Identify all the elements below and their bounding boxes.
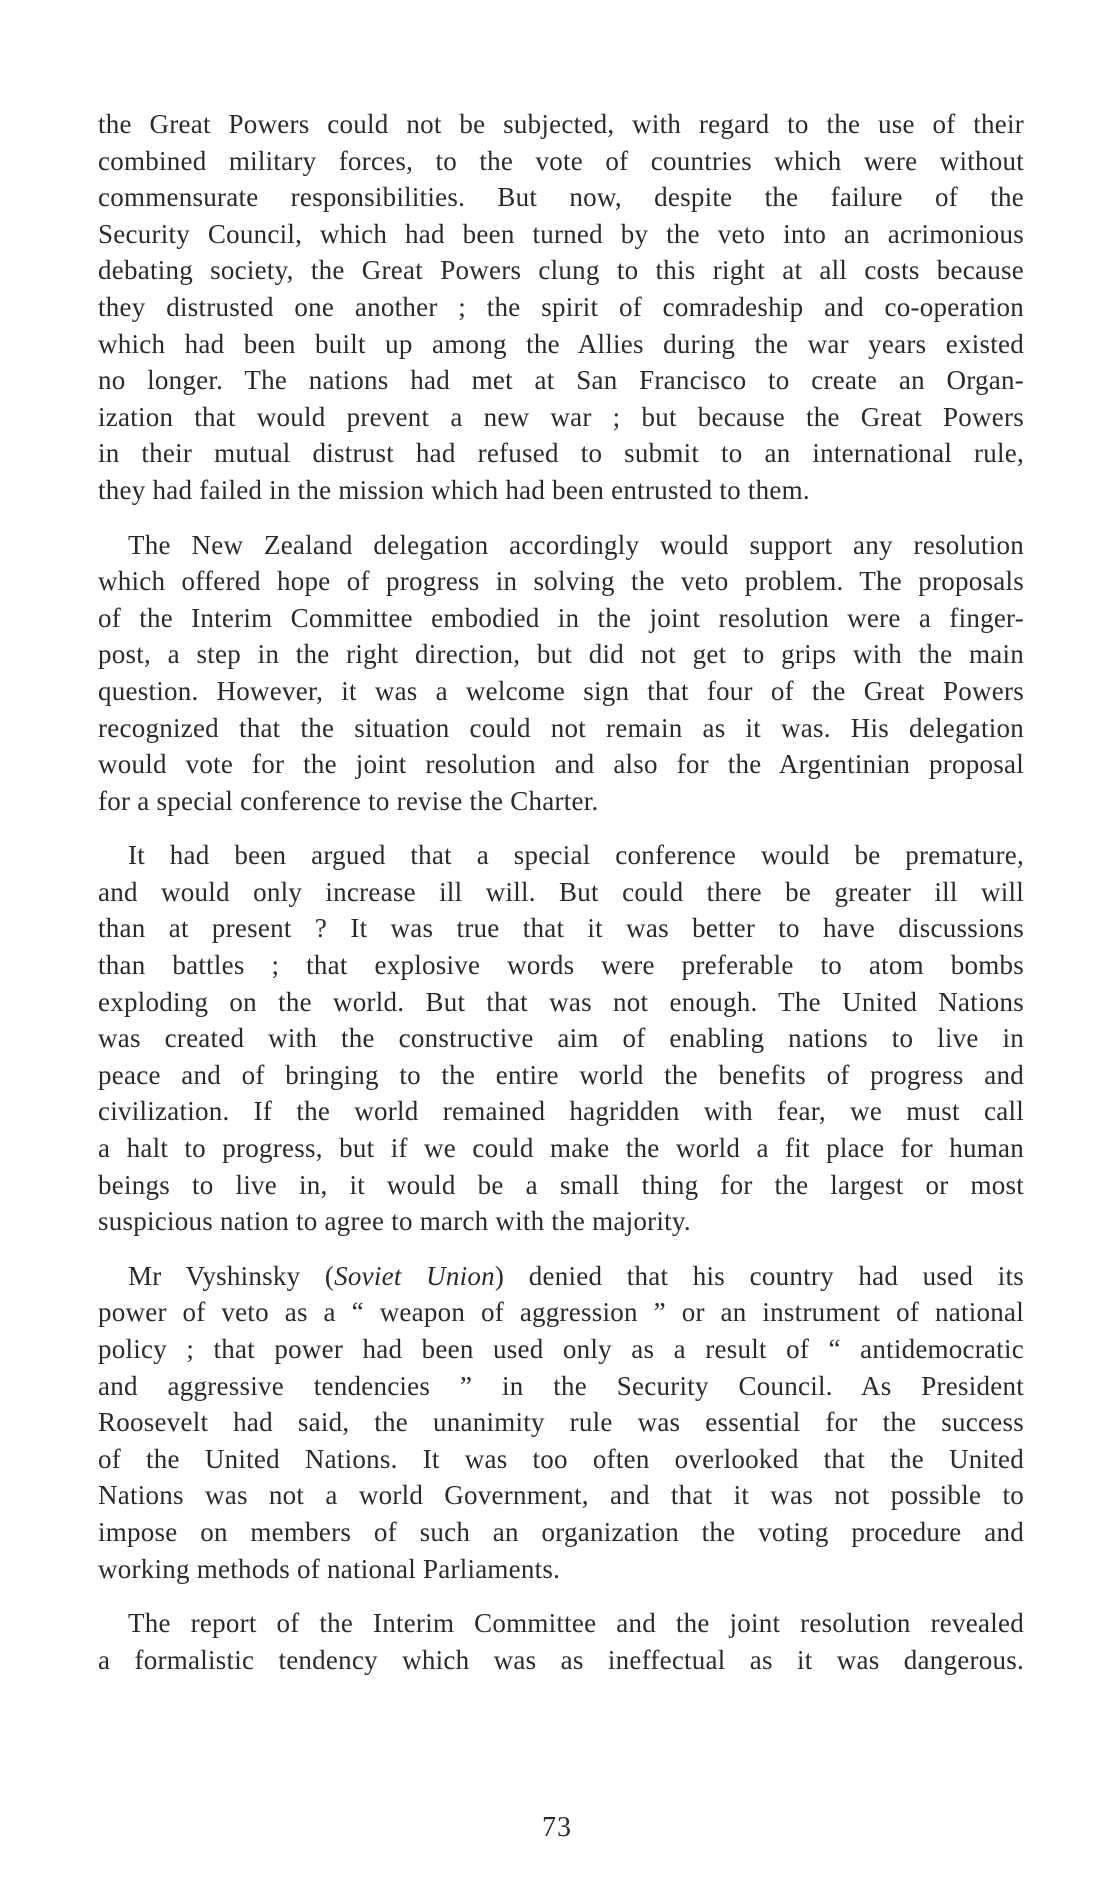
text-line: was created with the constructive aim of enabling nations to live in [98, 1023, 1024, 1054]
text-line: policy ; that power had been used only as a result of “ antidemocratic [98, 1334, 1024, 1364]
text-line: recognized that the situation could not remain as it was. His delegation [98, 712, 1024, 743]
text-line: ization that would prevent a new war ; but because the Great Powers [98, 401, 1024, 432]
text-fragment: ) denied that his country had used its [494, 1260, 1024, 1291]
paragraph-4 [98, 1258, 1024, 1587]
text-line: a formalistic tendency which was as ineffectual as it was dangerous. [98, 1644, 1024, 1675]
text-line: of the United Nations. It was too often overlooked that the United [98, 1443, 1024, 1474]
speaker-country: Soviet Union [334, 1260, 495, 1291]
text-line: The New Zealand delegation accordingly would support any resolution [128, 529, 1024, 560]
text-line: working methods of national Parliaments. [98, 1553, 561, 1584]
text-line: combined military forces, to the vote of countries which were without [98, 145, 1024, 176]
text-line: civilization. If the world remained hagridden with fear, we must call [98, 1096, 1024, 1127]
text-line: post, a step in the right direction, but did not get to grips with the main [98, 639, 1024, 670]
page-number: 73 [542, 1812, 572, 1843]
paragraph-1 [98, 106, 1024, 509]
text-line: Nations was not a world Government, and that it was not possible to [98, 1480, 1024, 1511]
text-line: of the Interim Committee embodied in the joint resolution were a finger- [98, 602, 1024, 633]
text-line: It had been argued that a special conference would be premature, [128, 840, 1024, 871]
page-body [98, 106, 1024, 1678]
text-line: which had been built up among the Allies during the war years existed [98, 328, 1024, 359]
speaker-name: Mr Vyshinsky ( [128, 1260, 335, 1291]
text-line: suspicious nation to agree to march with the majority. [98, 1206, 691, 1237]
text-line: and aggressive tendencies ” in the Security Council. As President [98, 1370, 1024, 1401]
text-line: The report of the Interim Committee and the joint resolution revealed [128, 1608, 1024, 1639]
text-line: than at present ? It was true that it was better to have discussions [98, 913, 1024, 944]
text-line: commensurate responsibilities. But now, despite the failure of the [98, 182, 1024, 213]
text-line: in their mutual distrust had refused to submit to an international rule, [98, 438, 1024, 469]
text-line: question. However, it was a welcome sign that four of the Great Powers [98, 675, 1024, 706]
text-line [98, 1258, 1024, 1295]
text-line: beings to live in, it would be a small thing for the largest or most [98, 1169, 1024, 1200]
text-line: debating society, the Great Powers clung to this right at all costs because [98, 255, 1024, 286]
paragraph-5 [98, 1605, 1024, 1678]
text-line: they had failed in the mission which had been entrusted to them. [98, 474, 810, 505]
text-line: than battles ; that explosive words were preferable to atom bombs [98, 950, 1024, 981]
text-line: and would only increase ill will. But could there be greater ill will [98, 876, 1024, 907]
text-line: power of veto as a “ weapon of aggression ” or an instrument of national [98, 1297, 1024, 1328]
text-line: would vote for the joint resolution and also for the Argentinian proposal [98, 749, 1024, 780]
text-line: peace and of bringing to the entire world the benefits of progress and [98, 1059, 1024, 1090]
text-line: a halt to progress, but if we could make the world a fit place for human [98, 1133, 1024, 1164]
text-line: they distrusted one another ; the spirit of comradeship and co-operation [98, 291, 1024, 322]
text-line: Roosevelt had said, the unanimity rule was essential for the success [98, 1407, 1024, 1438]
text-line: the Great Powers could not be subjected, with regard to the use of their [98, 109, 1024, 139]
text-line: which offered hope of progress in solving the veto problem. The proposals [98, 566, 1024, 597]
paragraph-3 [98, 837, 1024, 1240]
text-line: impose on members of such an organization the voting procedure and [98, 1516, 1024, 1547]
text-line: Security Council, which had been turned by the veto into an acrimonious [98, 218, 1024, 249]
text-line: for a special conference to revise the Charter. [98, 785, 599, 816]
text-line: no longer. The nations had met at San Francisco to create an Organ- [98, 365, 1024, 396]
paragraph-2 [98, 527, 1024, 820]
text-line: exploding on the world. But that was not enough. The United Nations [98, 986, 1024, 1017]
